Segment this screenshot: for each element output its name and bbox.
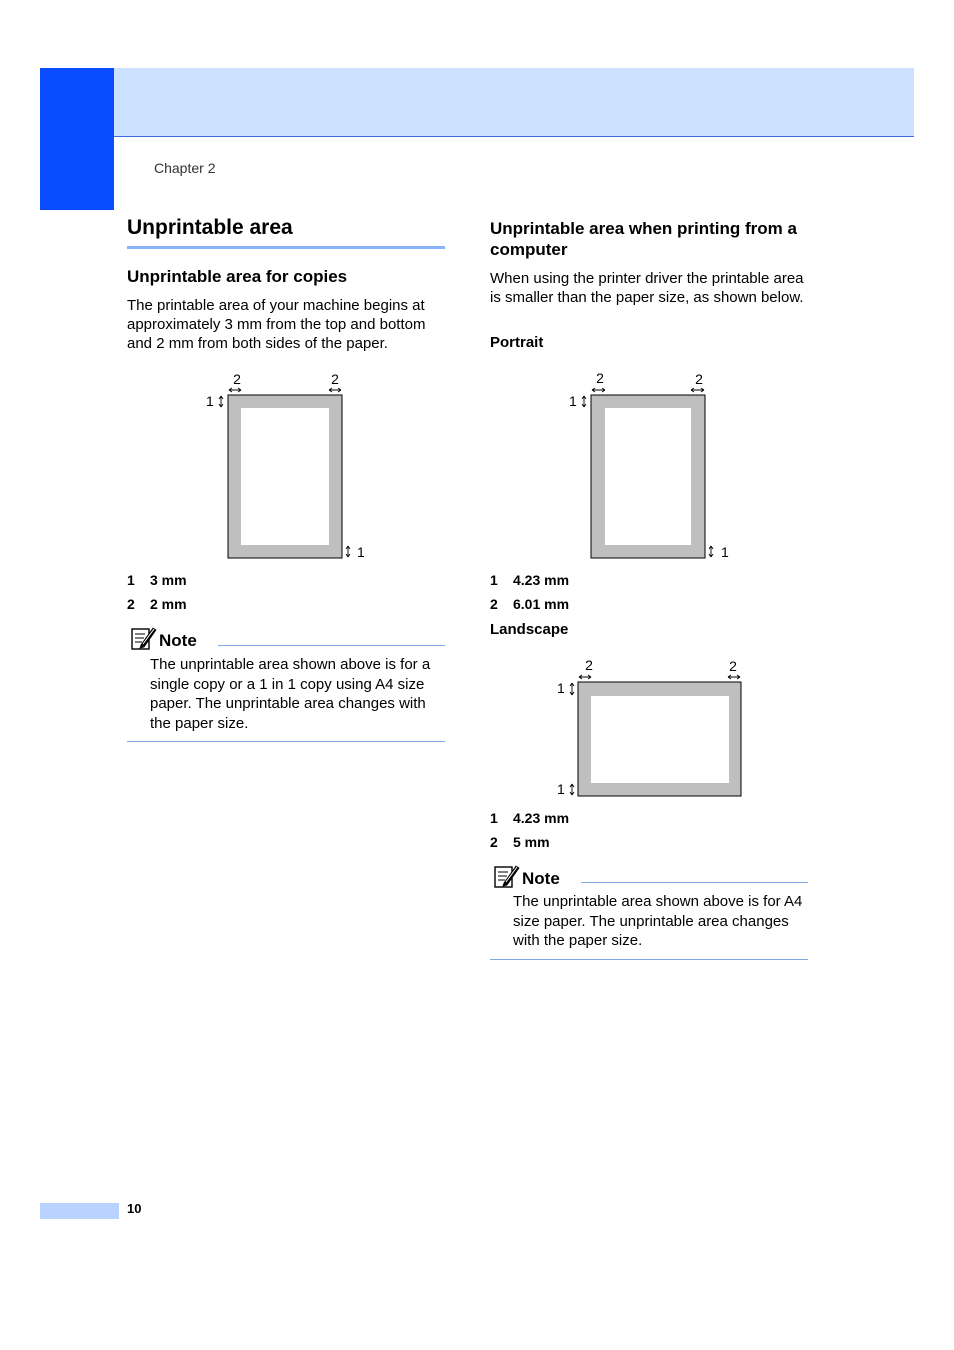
label-left-bottom: 1 [557,781,565,797]
legend-number: 2 [490,834,498,850]
note-title: Note [522,869,560,888]
note-icon [130,625,158,651]
section-title: Unprintable area [127,216,293,239]
subsection-title-computer: Unprintable area when printing from a computer [490,219,797,259]
legend-value: 2 mm [150,596,187,612]
legend-number: 1 [127,572,135,588]
copies-unprintable-diagram [200,368,370,563]
portrait-unprintable-diagram [563,368,733,563]
note-text: The unprintable area shown above is for A4 size paper. The unprintable area changes with the paper size. [513,893,803,949]
footer-bar [40,1203,119,1219]
computer-body-text: When using the printer driver the printable area is smaller than the paper size, as shown below. [490,270,804,306]
printable-area [591,696,729,783]
chapter-label: Chapter 2 [154,160,216,176]
label-left: 1 [569,393,577,409]
label-right: 1 [357,544,365,560]
copies-legend-1 [127,572,187,588]
portrait-heading: Portrait [490,334,544,351]
copies-body-text: The printable area of your machine begins at approximately 3 mm from the top and bottom and 2 mm from both sides of the paper. [127,297,426,352]
legend-value: 4.23 mm [513,572,570,588]
legend-number: 1 [490,810,498,826]
legend-number: 2 [127,596,135,612]
note-icon [493,863,521,889]
copies-legend-2 [127,596,187,612]
label-right: 1 [721,544,729,560]
label-top-right: 2 [331,371,339,387]
printable-area [241,408,329,545]
label-top-left: 2 [596,370,604,386]
landscape-legend-2 [490,834,550,850]
label-left-top: 1 [557,680,565,696]
legend-value: 4.23 mm [513,810,570,826]
note-bottom-rule [127,741,445,742]
legend-value: 6.01 mm [513,596,570,612]
label-top-left: 2 [585,657,593,673]
legend-number: 1 [490,572,498,588]
printable-area [605,408,691,545]
portrait-legend-1 [490,572,569,588]
note-bottom-rule [490,959,808,960]
page-number: 10 [127,1201,142,1216]
header-band [114,68,914,137]
chapter-tab [40,68,114,210]
legend-number: 2 [490,596,498,612]
landscape-unprintable-diagram [550,655,750,800]
label-top-right: 2 [729,658,737,674]
note-top-rule [218,645,445,646]
landscape-legend-1 [490,810,569,826]
legend-value: 5 mm [513,834,550,850]
portrait-legend-2 [490,596,569,612]
subsection-title-copies: Unprintable area for copies [127,267,348,286]
note-top-rule [581,882,808,883]
note-text: The unprintable area shown above is for a single copy or a 1 in 1 copy using A4 size paper. The unprintable area changes with the paper size. [150,656,431,732]
label-left: 1 [206,393,214,409]
note-title: Note [159,631,197,650]
label-top-left: 2 [233,371,241,387]
legend-value: 3 mm [150,572,187,588]
landscape-heading: Landscape [490,621,569,638]
label-top-right: 2 [695,371,703,387]
section-title-rule [127,246,445,249]
